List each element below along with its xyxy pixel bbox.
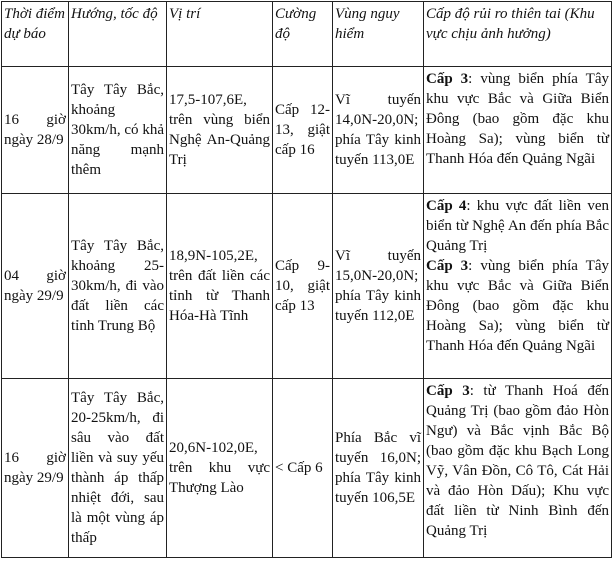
cell-risk bbox=[424, 67, 612, 194]
cell-risk bbox=[424, 379, 612, 558]
risk-entry bbox=[426, 196, 609, 256]
table-header-row bbox=[2, 2, 612, 67]
header-danger-zone: Vùng nguy hiểm bbox=[333, 2, 424, 67]
risk-level: Cấp 4 bbox=[426, 198, 467, 214]
header-intensity: Cường độ bbox=[273, 2, 333, 67]
cell-intensity: Cấp 12-13, giật cấp 16 bbox=[273, 67, 333, 194]
cell-intensity: Cấp 9-10, giật cấp 13 bbox=[273, 194, 333, 379]
header-direction: Hướng, tốc độ bbox=[69, 2, 167, 67]
cell-direction: Tây Tây Bắc, khoảng 30km/h, có khả năng mạnh thêm bbox=[69, 67, 167, 194]
cell-position: 17,5-107,6E, trên vùng biển Nghệ An-Quảng Trị bbox=[167, 67, 273, 194]
table-row bbox=[2, 379, 612, 558]
cell-position: 18,9N-105,2E, trên đất liền các tỉnh từ Thanh Hóa-Hà Tĩnh bbox=[167, 194, 273, 379]
risk-text: : khu vực đất liền ven biển từ Nghệ An đến phía Bắc Quảng Trị bbox=[426, 198, 609, 254]
forecast-table bbox=[1, 1, 612, 558]
table-row bbox=[2, 194, 612, 379]
risk-text: : vùng biển phía Tây khu vực Bắc và Giữa Biển Đông (bao gồm đặc khu Hoàng Sa); vùng biển từ Thanh Hóa đến Quảng Ngãi bbox=[426, 258, 609, 354]
risk-entry bbox=[426, 256, 609, 356]
risk-entry bbox=[426, 381, 609, 541]
cell-danger-zone: Vĩ tuyến 14,0N-20,0N; phía Tây kinh tuyến 113,0E bbox=[333, 67, 424, 194]
table-row bbox=[2, 67, 612, 194]
risk-level: Cấp 3 bbox=[426, 258, 469, 274]
cell-danger-zone: Vĩ tuyến 15,0N-20,0N; phía Tây kinh tuyến 112,0E bbox=[333, 194, 424, 379]
risk-level: Cấp 3 bbox=[426, 383, 470, 399]
cell-position: 20,6N-102,0E, trên khu vực Thượng Lào bbox=[167, 379, 273, 558]
risk-level: Cấp 3 bbox=[426, 71, 469, 87]
risk-text: : vùng biển phía Tây khu vực Bắc và Giữa Biển Đông (bao gồm đặc khu Hoàng Sa); vùng biển từ Thanh Hóa đến Quảng Ngãi bbox=[426, 71, 609, 167]
header-risk: Cấp độ rủi ro thiên tai (Khu vực chịu ảnh hưởng) bbox=[424, 2, 612, 67]
cell-time: 16 giờ ngày 29/9 bbox=[2, 379, 69, 558]
header-position: Vị trí bbox=[167, 2, 273, 67]
header-time: Thời điểm dự báo bbox=[2, 2, 69, 67]
cell-direction: Tây Tây Bắc, 20-25km/h, đi sâu vào đất liền và suy yếu thành áp thấp nhiệt đới, sau là một vùng áp thấp bbox=[69, 379, 167, 558]
cell-danger-zone: Phía Bắc vĩ tuyến 16,0N; phía Tây kinh tuyến 106,5E bbox=[333, 379, 424, 558]
cell-time: 16 giờ ngày 28/9 bbox=[2, 67, 69, 194]
cell-intensity: < Cấp 6 bbox=[273, 379, 333, 558]
risk-text: : từ Thanh Hoá đến Quảng Trị (bao gồm đảo Hòn Ngư) và Bắc vịnh Bắc Bộ (bao gồm đặc khu Bạch Long Vỹ, Vân Đồn, Cô Tô, Cát Hải và đảo Hòn Dấu); Khu vực đất liền từ Ninh Bình đến Quảng Trị bbox=[426, 383, 609, 539]
cell-direction: Tây Tây Bắc, khoảng 25-30km/h, đi vào đất liền các tỉnh Trung Bộ bbox=[69, 194, 167, 379]
risk-entry bbox=[426, 69, 609, 169]
cell-time: 04 giờ ngày 29/9 bbox=[2, 194, 69, 379]
cell-risk bbox=[424, 194, 612, 379]
